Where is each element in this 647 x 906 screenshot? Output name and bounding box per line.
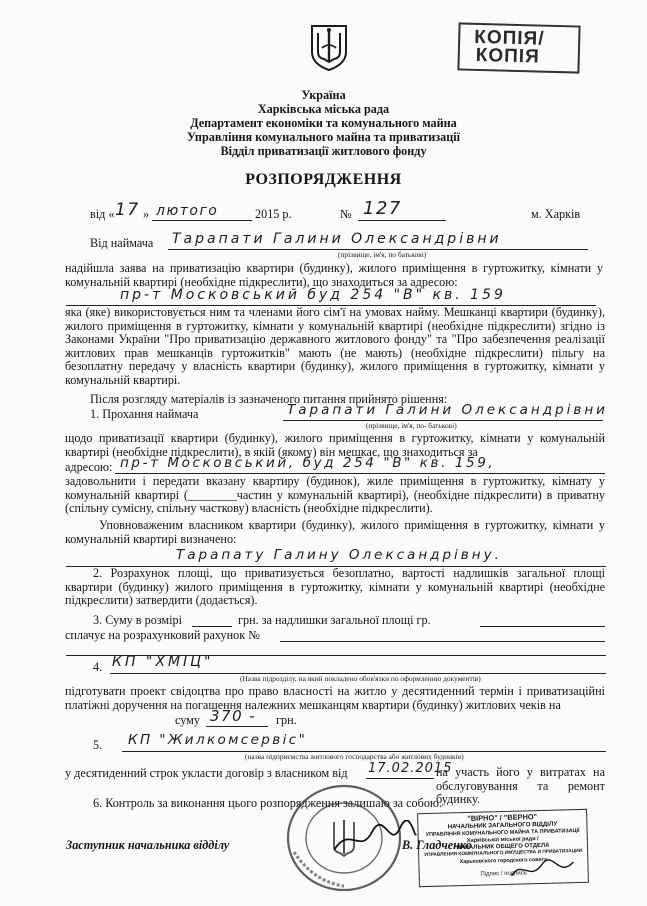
item1-text: щодо приватизації квартири (будинку), жилого приміщення в гуртожитку, кімнати у комунальній квартирі (необхідне підкреслити), в якій (якому) він мешкає, що знаходиться за <box>65 431 605 459</box>
paragraph-after-review: Після розгляду матеріалів із зазначеного питання прийнято рішення: <box>90 392 448 406</box>
item4-amount-underline <box>206 726 268 727</box>
stamp-signature-icon <box>507 856 578 884</box>
certified-stamp-line-4: Харківської міської ради / <box>466 836 539 844</box>
certified-stamp-line-6: УПРАВЛЕНИЯ КОММУНАЛЬНОГО ИМУЩЕСТВА И ПРИВАТИЗАЦИИ <box>424 848 583 859</box>
tenant-name: Тарапати Галини Олександрівни <box>172 231 502 247</box>
item5-date: 17.02.2015 <box>368 761 453 776</box>
item1-name: Тарапати Галини Олександрівни <box>287 402 608 418</box>
signer-name: В. Гладченко <box>402 838 472 852</box>
coat-of-arms-icon <box>308 22 350 72</box>
header-country: Україна <box>301 88 346 102</box>
date-quote-close: » <box>143 207 150 221</box>
item3-sum-field <box>192 626 232 627</box>
paragraph-usage: яка (яке) використовується ним та членами його сім'ї на умовах найму. Мешканці квартири (будинку), жилого приміщення в гуртожитку, кімнати у комунальній квартирі (необхідне підкреслити) згідно із Законами України "Про приватизацію державного житлового фонду" та "Про забезпечення реалізації житлових прав мешканців гуртожитків" мають (не мають) (необхідне підкреслити) пільгу на безоплатну передачу у власність квартири (будинку), жилого приміщення в гуртожитку, кімнати у комунальній квартирі. <box>65 305 605 387</box>
order-number-underline <box>358 220 446 221</box>
item5-caption: (назва підприємства житлового господарства або житлових будинків) <box>245 752 464 761</box>
copy-stamp-line-2: КОПІЯ <box>475 44 541 68</box>
tenant-label: Від наймача <box>90 236 154 250</box>
certified-stamp-line-5: НАЧАЛЬНИК ОБЩЕГО ОТДЕЛА <box>456 842 550 852</box>
address-handwritten: пр-т Московський буд 254 "В" кв. 159 <box>120 287 506 303</box>
item4-sum-label: суму <box>175 713 200 727</box>
item3-name-field <box>480 626 605 627</box>
tenant-caption: (прізвище, ім'я, по батькові) <box>338 250 427 259</box>
certified-stamp-line-3: УПРАВЛІННЯ КОМУНАЛЬНОГО МАЙНА ТА ПРИВАТИЗАЦІЇ <box>425 827 580 839</box>
item5-date-underline <box>366 778 434 779</box>
header-department: Департамент економіки та комунального майна <box>190 116 457 130</box>
item1-caption: (прізвище, ім'я, по- батькові) <box>366 421 457 430</box>
item4-label: 4. <box>93 660 103 674</box>
order-number-label: № <box>340 207 352 221</box>
item6-text: 6. Контроль за виконання цього розпорядження залишаю за собою. <box>93 796 443 810</box>
city: м. Харків <box>531 207 581 221</box>
paragraph-received: надійшла заява на приватизацію квартири (будинку), жилого приміщення в гуртожитку, кімнати у комунальній квартирі (необхідне підкреслити), що знаходиться за адресою: <box>65 261 603 289</box>
item4-currency: грн. <box>276 713 297 727</box>
item2-text: 2. Розрахунок площі, що приватизується безоплатно, вартості надлишків загальної площі квартири (будинку) жилого приміщення в гуртожитку, кімнати у комунальній квартирі (необхідне підкреслити) затвердити (додається). <box>65 566 605 608</box>
item3-sum-label: 3. Суму в розмірі <box>93 613 183 627</box>
signer-title: Заступник начальника відділу <box>66 838 230 852</box>
copy-stamp <box>457 22 580 73</box>
item3-account-label: сплачує на розрахунковий рахунок № <box>65 628 260 642</box>
header-division: Відділ приватизації житлового фонду <box>220 144 427 158</box>
header-council: Харківська міська рада <box>257 102 390 116</box>
certified-stamp-line-2: НАЧАЛЬНИК ЗАГАЛЬНОГО ВІДДІЛУ <box>447 820 558 831</box>
document-title: РОЗПОРЯДЖЕННЯ <box>245 171 402 188</box>
item4-caption: (Назва підрозділу, на який покладено обов'язки по оформленню документів) <box>240 674 481 683</box>
header-directorate: Управління комунального майна та приватизації <box>186 130 461 144</box>
date-year: 2015 р. <box>255 207 292 221</box>
item3-account-field <box>280 641 605 642</box>
item4-amount: 370 - <box>210 707 257 725</box>
item5-text-b: на участь його у витратах на обслуговування та ремонт будинку. <box>436 765 605 807</box>
item3-text: грн. за надлишки загальної площі гр. <box>238 613 431 627</box>
date-month-underline <box>152 220 252 221</box>
item5-text-a: у десятиденний строк укласти договір з власником від <box>65 766 348 780</box>
date-from-label: від « <box>90 207 115 221</box>
item5-org: КП "Жилкомсервіс" <box>128 732 308 748</box>
authorized-owner-text: Уповноваженим власником квартири (будинку), жилого приміщення в гуртожитку, кімнати у комунальній квартирі визначено: <box>65 518 605 546</box>
order-number: 127 <box>363 198 402 219</box>
date-month: лютого <box>156 203 219 219</box>
copy-stamp-line-1: КОПІЯ/ <box>473 26 545 50</box>
item1-text2: задовольнити і передати вказану квартиру (будинок), жиле приміщення в гуртожитку, кімнату у комунальній квартирі (________частин у комунальній квартирі), (необхідне підкреслити) в приватну (спільну сумісну, спільну часткову) власність (необхідне підкреслити). <box>65 474 605 516</box>
item1-label: 1. Прохання наймача <box>90 407 199 421</box>
certified-stamp-line-1: "ВІРНО" / "ВЕРНО" <box>467 812 538 823</box>
authorized-owner-name: Тарапату Галину Олександрівну. <box>176 547 502 563</box>
item4-text: підготувати проект свідоцтва про право власності на житло у десятиденний термін і приватизаційні платіжні доручення на погашення належних мешканцям квартири (будинку) житлових чеків на <box>65 684 605 712</box>
item1-address-label: адресою: <box>65 460 113 474</box>
certified-stamp-line-7: Харьковского городского совета <box>459 856 548 866</box>
date-day: 17 <box>115 200 140 220</box>
item1-address: пр-т Московський, буд 254 "В" кв. 159, <box>120 455 496 471</box>
item4-org: КП "ХМІЦ" <box>112 654 214 670</box>
certified-stamp-line-8: Підпис / подпись <box>480 870 527 878</box>
item5-label: 5. <box>93 738 103 752</box>
